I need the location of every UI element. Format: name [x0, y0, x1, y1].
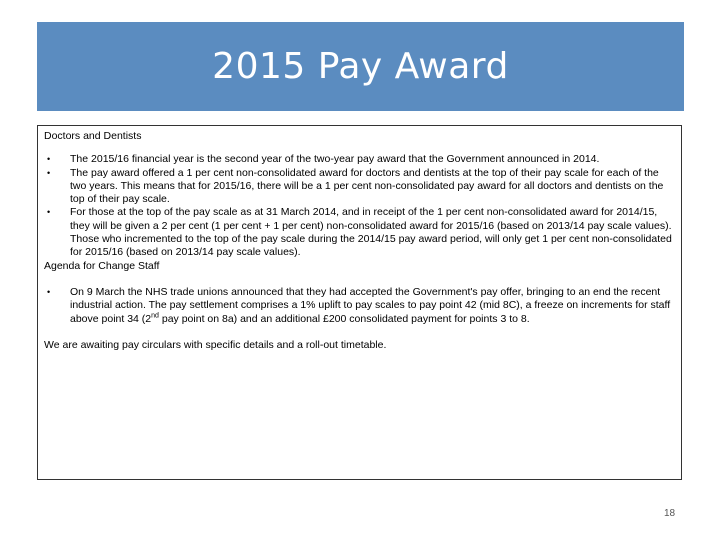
list-item [44, 206, 673, 259]
title-banner [37, 22, 684, 111]
page-number: 18 [664, 508, 676, 519]
bullet-text [70, 286, 670, 325]
bullet-text: For those at the top of the pay scale as at 31 March 2014, and in receipt of the 1 per cent non-consolidated award for 2014/15, they will be given a 2 per cent (1 per cent + 1 per cent) non-consolidated award for 2015/16 (based on 2013/14 pay scale values). Those who incremented to the top of the pay scale during the 2014/15 pay award period, will only get 1 per cent non-consolidated for 2015/16 (based on 2013/14 pay scale values). [70, 206, 672, 259]
bullet-text: The pay award offered a 1 per cent non-consolidated award for doctors and dentists at the top of their pay scale for each of the two years. This means that for 2015/16, there will be a 1 per cent non-consolidated pay award for all doctors and dentists on the top of their pay scale. [70, 166, 664, 206]
list-item [44, 153, 673, 166]
doctors-heading: Doctors and Dentists [44, 130, 142, 142]
list-item [44, 167, 673, 207]
list-item [44, 286, 673, 326]
afc-text-part2: pay point on 8a) and an additional £200 consolidated payment for points 3 to 8. [158, 312, 530, 325]
closing-note: We are awaiting pay circulars with specific details and a roll-out timetable. [44, 338, 387, 351]
bullet-text: The 2015/16 financial year is the second year of the two-year pay award that the Government announced in 2014. [70, 153, 600, 166]
slide-title: 2015 Pay Award [212, 46, 509, 87]
afc-heading: Agenda for Change Staff [44, 259, 160, 272]
afc-superscript: nd [151, 312, 159, 320]
bullet-glyph: • [47, 286, 51, 297]
afc-bullet-list [44, 286, 673, 326]
afc-text-part1: On 9 March the NHS trade unions announced that they had accepted the Government's pay offer, bringing to an end the recent industrial action. The pay settlement comprises a 1% uplift to pay scales to pay point 42 (mid 8C), a freeze on increments for staff above point 34 (2 [70, 285, 671, 325]
bullet-glyph: • [47, 167, 51, 178]
doctors-bullet-list [44, 153, 673, 259]
content-box [37, 125, 682, 480]
bullet-glyph: • [47, 207, 51, 218]
bullet-glyph: • [47, 154, 51, 165]
